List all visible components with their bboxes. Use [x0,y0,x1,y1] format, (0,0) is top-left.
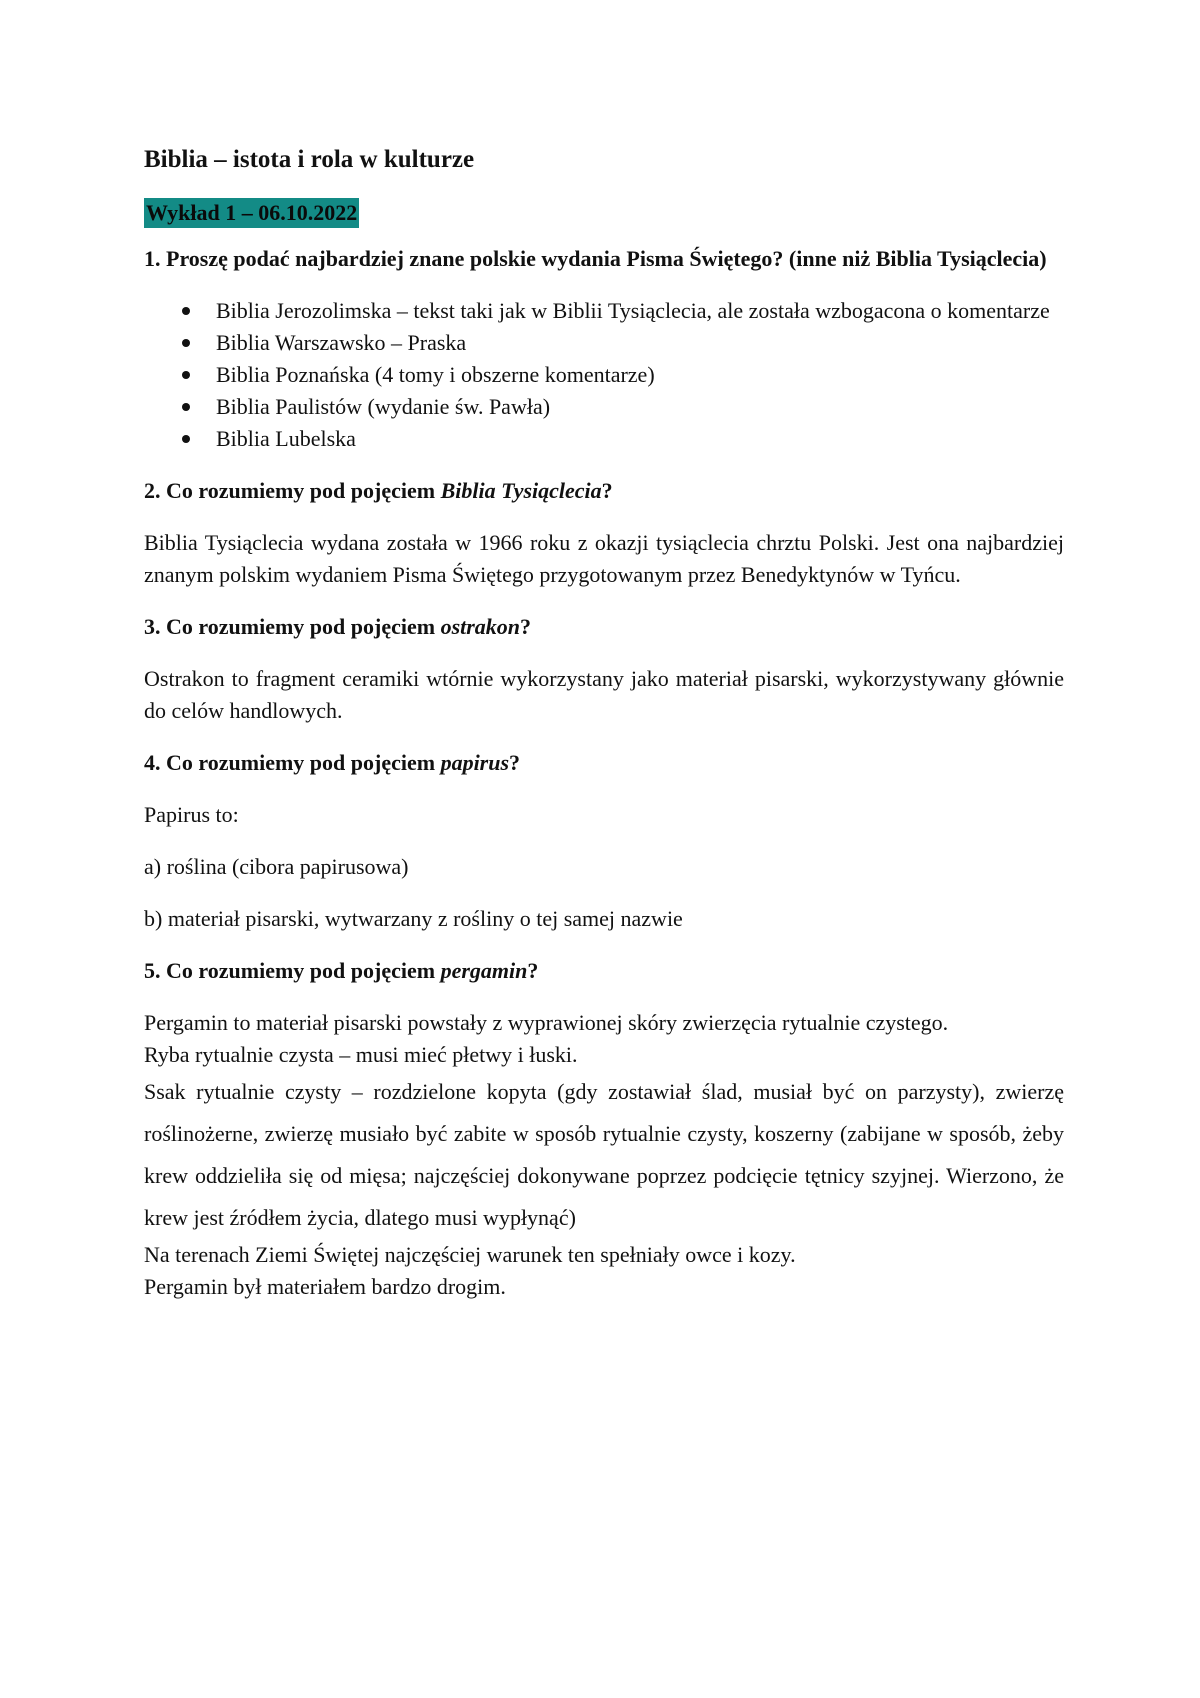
question-prefix: 5. Co rozumiemy pod pojęciem [144,958,441,983]
question-4 [144,747,1064,779]
answer-4-b: b) materiał pisarski, wytwarzany z rośliny o tej samej nazwie [144,906,683,931]
question-suffix: ? [520,614,532,639]
question-term: pergamin [440,958,528,983]
answer-5-rest [144,1239,1064,1303]
list-item: Biblia Warszawsko – Praska [216,327,1064,359]
question-suffix: ? [527,958,539,983]
answer-5-line: Pergamin był materiałem bardzo drogim. [144,1274,506,1299]
question-2 [144,475,1064,507]
answer-5 [144,1007,1064,1071]
question-suffix: ? [509,750,521,775]
answer-5-line: Pergamin to materiał pisarski powstały z wyprawionej skóry zwierzęcia rytualnie czystego. [144,1010,949,1035]
list-item: Biblia Paulistów (wydanie św. Pawła) [216,391,1064,423]
list-item: Biblia Lubelska [216,423,1064,455]
answer-4-a: a) roślina (cibora papirusowa) [144,854,409,879]
answer-5-line: Ryba rytualnie czysta – musi mieć płetwy i łuski. [144,1042,578,1067]
question-prefix: 3. Co rozumiemy pod pojęciem [144,614,441,639]
list-item: Biblia Poznańska (4 tomy i obszerne komentarze) [216,359,1064,391]
question-suffix: ? [601,478,613,503]
bible-editions-list [144,295,1064,455]
question-term: ostrakon [440,614,521,639]
answer-5-mammal [144,1071,1064,1239]
question-1: 1. Proszę podać najbardziej znane polskie wydania Pisma Świętego? (inne niż Biblia Tysiąclecia) [144,246,1047,271]
answer-5-line: Na terenach Ziemi Świętej najczęściej warunek ten spełniały owce i kozy. [144,1242,796,1267]
list-item: Biblia Jerozolimska – tekst taki jak w Biblii Tysiąclecia, ale została wzbogacona o komentarze [216,295,1064,327]
answer-3: Ostrakon to fragment ceramiki wtórnie wykorzystany jako materiał pisarski, wykorzystywany głównie do celów handlowych. [144,666,1064,723]
question-prefix: 4. Co rozumiemy pod pojęciem [144,750,441,775]
question-prefix: 2. Co rozumiemy pod pojęciem [144,478,441,503]
question-3 [144,611,1064,643]
question-term: Biblia Tysiąclecia [440,478,602,503]
answer-4-intro: Papirus to: [144,802,239,827]
document-title: Biblia – istota i rola w kulturze [144,146,475,173]
document-page [144,143,1064,1303]
question-5 [144,955,1064,987]
question-term: papirus [440,750,510,775]
lecture-heading: Wykład 1 – 06.10.2022 [144,198,359,228]
answer-2: Biblia Tysiąclecia wydana została w 1966 roku z okazji tysiąclecia chrztu Polski. Jest ona najbardziej znanym polskim wydaniem Pisma Świętego przygotowanym przez Benedyktynów w Tyńcu. [144,530,1064,587]
answer-5-line: Ssak rytualnie czysty – rozdzielone kopyta (gdy zostawiał ślad, musiał być on parzysty), zwierzę roślinożerne, zwierzę musiało być zabite w sposób rytualnie czysty, koszerny (zabijane w sposób, żeby krew oddzieliła się od mięsa; najczęściej dokonywane poprzez podcięcie tętnicy szyjnej. Wierzono, że krew jest źródłem życia, dlatego musi wypłynąć) [144,1079,1064,1230]
